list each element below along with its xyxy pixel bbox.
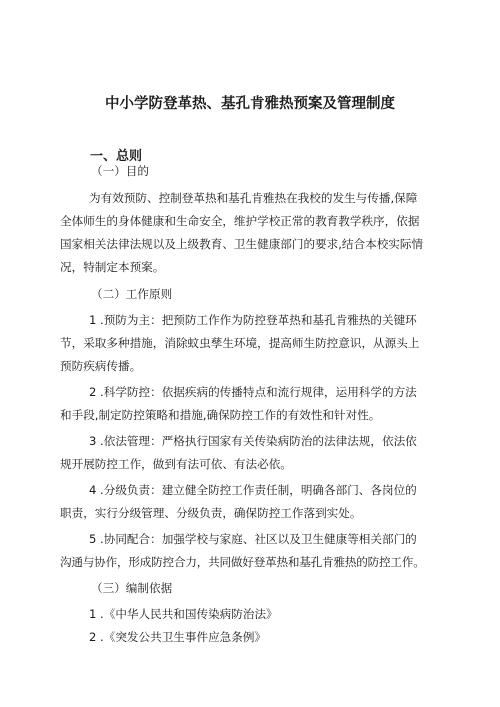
paragraph-line: 为有效预防、控制登革热和基孔肯雅热在我校的发生与传播,保障 bbox=[89, 191, 418, 205]
subsection-heading-principles: （二）工作原则 bbox=[91, 287, 173, 301]
principle-line: 节，采取多种措施，消除蚊虫孳生环境，提高师生防控意识，从源头上 bbox=[60, 336, 420, 350]
basis-item: 2 .《突发公共卫生事件应急条例》 bbox=[89, 630, 267, 644]
principle-line: 2 .科学防控：依据疾病的传播特点和流行规律，运用科学的方法 bbox=[89, 385, 417, 399]
principle-line: 3 .依法管理：严格执行国家有关传染病防治的法律法规，依法依 bbox=[89, 434, 417, 448]
section-heading: 一、总则 bbox=[90, 149, 143, 164]
principle-line: 5 .协同配合：加强学校与家庭、社区以及卫生健康等相关部门的 bbox=[89, 532, 417, 546]
subsection-heading-basis: （三）编制依据 bbox=[91, 581, 173, 595]
paragraph-line: 况，特制定本预案。 bbox=[60, 260, 165, 274]
principle-line: 和手段,制定防控策略和措施,确保防控工作的有效性和针对性。 bbox=[60, 408, 381, 422]
principle-line: 规开展防控工作，做到有法可依、有法必依。 bbox=[60, 457, 292, 471]
subsection-heading-purpose: （一）目的 bbox=[91, 164, 149, 178]
document-title: 中小学防登革热、基孔肯雅热预案及管理制度 bbox=[105, 96, 395, 112]
principle-line: 预防疾病传播。 bbox=[60, 359, 142, 373]
principle-line: 4 .分级负责：建立健全防控工作责任制，明确各部门、各岗位的 bbox=[89, 483, 417, 497]
principle-line: 职责，实行分级管理、分级负责，确保防控工作落到实处。 bbox=[60, 506, 362, 520]
principle-line: 1 .预防为主：把预防工作作为防控登革热和基孔肯雅热的关键环 bbox=[89, 313, 417, 327]
paragraph-line: 全体师生的身体健康和生命安全，维护学校正常的教育教学秩序，依据 bbox=[60, 214, 420, 228]
principle-line: 沟通与协作，形成防控合力，共同做好登革热和基孔肯雅热的防控工作。 bbox=[60, 555, 425, 569]
basis-item: 1 .《中华人民共和国传染病防治法》 bbox=[89, 607, 278, 621]
paragraph-line: 国家相关法律法规以及上级教育、卫生健康部门的要求,结合本校实际情 bbox=[60, 237, 424, 251]
